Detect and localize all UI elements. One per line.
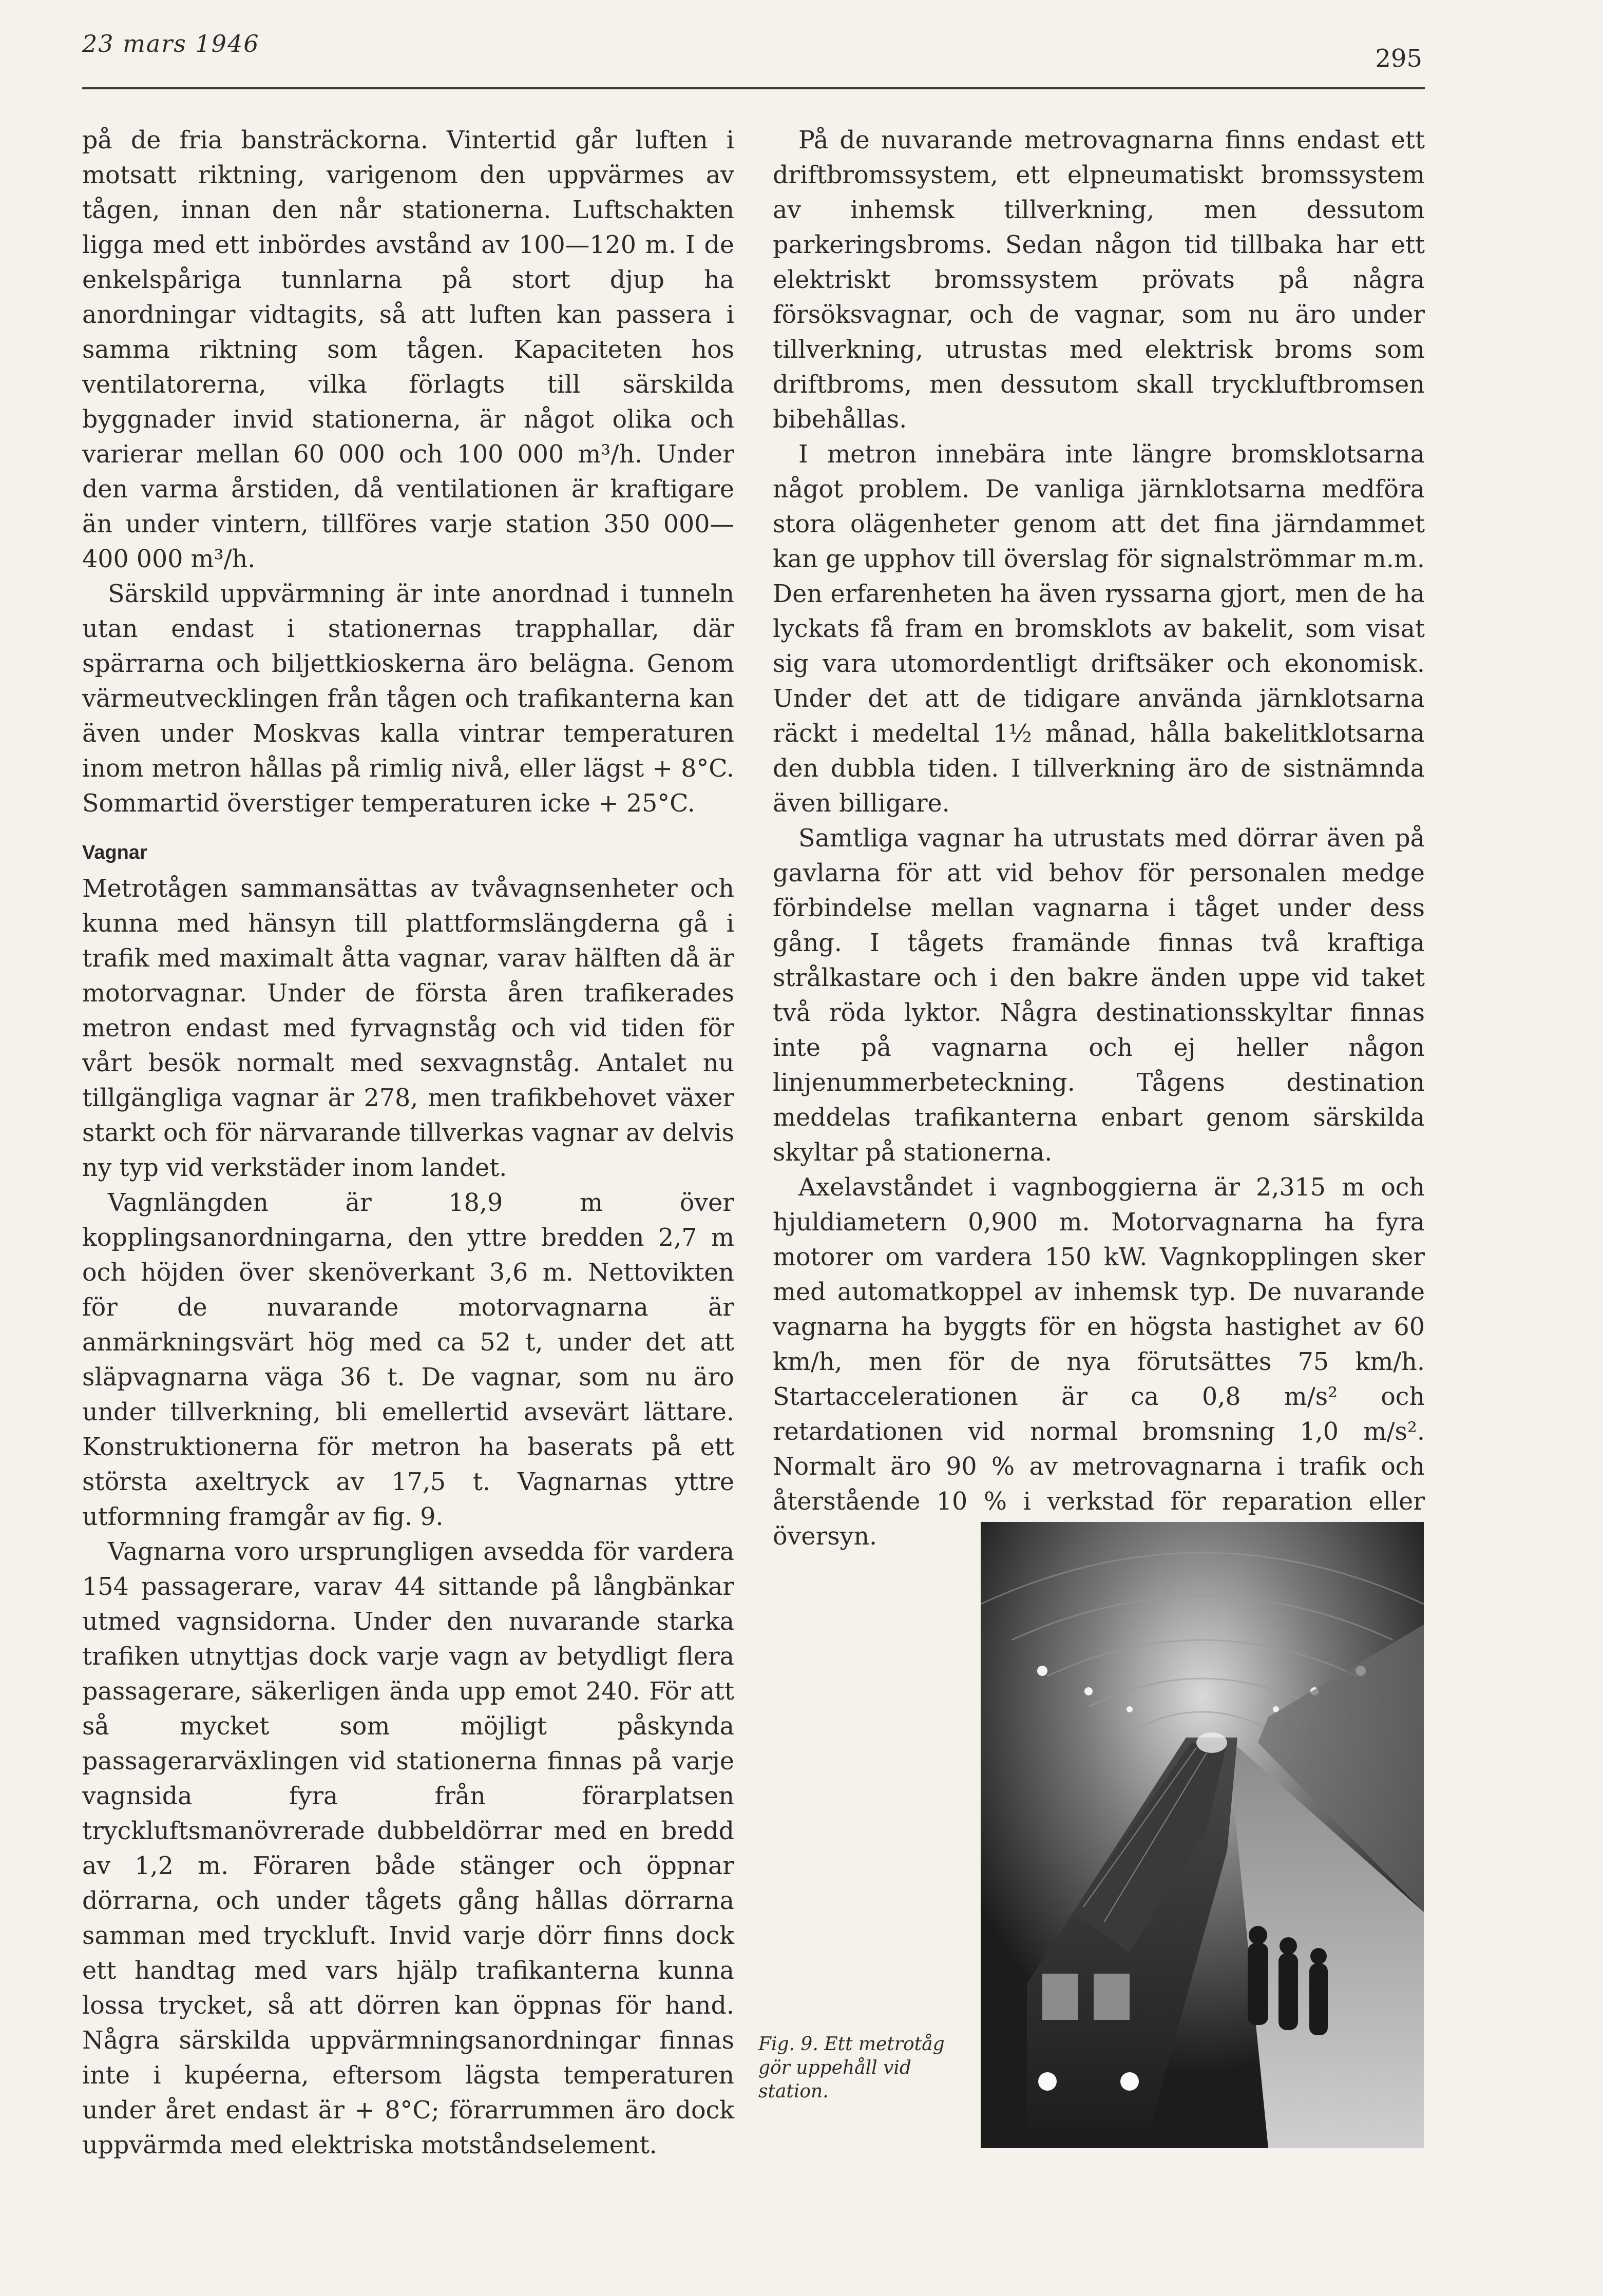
train-window-right: [1094, 1974, 1130, 2020]
right-paragraph-2: I metron innebära inte längre bromsklotsarna något problem. De vanliga järnklotsarna medföra stora olägenheter genom att det fina järndammet kan ge upphov till överslag för signalströmmar m.m. Den erfarenheten ha även ryssarna gjort, men de ha lyckats få fram en bromsklots av bakelit, som visat sig vara utomordentligt driftsäker och ekonomisk. Under det att de tidigare använda järnklotsarna räckt i medeltal 1½ månad, hålla bakelitklotsarna den dubbla tiden. I tillverkning äro de sistnämnda även billigare.: [773, 440, 1425, 818]
left-column: [82, 123, 734, 2163]
page-number: 295: [1375, 44, 1422, 73]
figure-caption: Fig. 9. Ett metrotåg gör uppehåll vid station.: [758, 2034, 945, 2102]
metro-train-illustration: [981, 1522, 1424, 2148]
headlight-right: [1120, 2072, 1139, 2091]
train-window-left: [1042, 1974, 1078, 2020]
left-paragraph-2: Särskild uppvärmning är inte anordnad i tunneln utan endast i stationernas trapphallar, där spärrarna och biljettkioskerna äro belägna. Genom värmeutvecklingen från tågen och trafikanterna kan även under Moskvas kalla vintrar temperaturen inom metron hållas på rimlig nivå, eller lägst + 8°C. Sommartid överstiger temperaturen icke + 25°C.: [82, 580, 734, 818]
right-paragraph-4: Axelavståndet i vagnboggierna är 2,315 m och hjuldiametern 0,900 m. Motorvagnarna ha fyra motorer om vardera 150 kW. Vagnkopplingen sker med automatkoppel av inhemsk typ. De nuvarande vagnarna ha byggts för en högsta hastighet av 60 km/h, men för de nya förutsättes 75 km/h. Startaccelerationen är ca 0,8 m/s² och retardationen vid normal bromsning 1,0 m/s². Normalt äro 90 % av metrovagnarna i trafik och återstående 10 % i verkstad för reparation eller översyn.: [773, 1173, 1425, 1551]
left-paragraph-4: Vagnlängden är 18,9 m över kopplingsanordningarna, den yttre bredden 2,7 m och höjden över skenöverkant 3,6 m. Nettovikten för de nuvarande motorvagnarna är anmärkningsvärt hög med ca 52 t, under det att släpvagnarna väga 36 t. De vagnar, som nu äro under tillverkning, bli emellertid avsevärt lättare. Konstruktionerna för metron ha baserats på ett största axeltryck av 17,5 t. Vagnarnas yttre utformning framgår av fig. 9.: [82, 1189, 734, 1531]
figure-metro-train-photo: [981, 1522, 1424, 2148]
tunnel-end: [1196, 1732, 1227, 1753]
right-column: [773, 123, 1425, 1554]
header-date: 23 mars 1946: [82, 30, 260, 57]
right-paragraph-3: Samtliga vagnar ha utrustats med dörrar även på gavlarna för att vid behov för personalen medge förbindelse mellan vagnarna i tåget under dess gång. I tågets framände finnas två kraftiga strålkastare och i den bakre änden uppe vid taket två röda lyktor. Några destinationsskyltar finnas inte på vagnarna och ej heller någon linjenummerbeteckning. Tågens destination meddelas trafikanterna enbart genom särskilda skyltar på stationerna.: [773, 824, 1425, 1167]
headlight-left: [1038, 2072, 1057, 2091]
section-heading-vagnar: Vagnar: [82, 842, 147, 863]
header-rule: [82, 87, 1425, 89]
left-paragraph-3: Metrotågen sammansättas av tvåvagnsenheter och kunna med hänsyn till plattformslängderna gå i trafik med maximalt åtta vagnar, varav hälften då är motorvagnar. Under de första åren trafikerades metron endast med fyrvagnståg och vid tiden för vårt besök normalt med sexvagnståg. Antalet nu tillgängliga vagnar är 278, men trafikbehovet växer starkt och för närvarande tillverkas vagnar av delvis ny typ vid verkstäder inom landet.: [82, 875, 734, 1182]
left-paragraph-1: på de fria bansträckorna. Vintertid går luften i motsatt riktning, varigenom den uppvärmes av tågen, innan den når stationerna. Luftschakten ligga med ett inbördes avstånd av 100—120 m. I de enkelspåriga tunnlarna på stort djup ha anordningar vidtagits, så att luften kan passera i samma riktning som tågen. Kapaciteten hos ventilatorerna, vilka förlagts till särskilda byggnader invid stationerna, är något olika och varierar mellan 60 000 och 100 000 m³/h. Under den varma årstiden, då ventilationen är kraftigare än under vintern, tillföres varje station 350 000—400 000 m³/h.: [82, 126, 734, 573]
left-paragraph-5: Vagnarna voro ursprungligen avsedda för vardera 154 passagerare, varav 44 sittande på långbänkar utmed vagnsidorna. Under den nuvarande starka trafiken utnyttjas dock varje vagn av betydligt flera passagerare, säkerligen ända upp emot 240. För att så mycket som möjligt påskynda passagerarväxlingen vid stationerna finnas på varje vagnsida fyra från förarplatsen tryckluftsmanövrerade dubbeldörrar med en bredd av 1,2 m. Föraren både stänger och öppnar dörrarna, och under tågets gång hållas dörrarna samman med tryckluft. Invid varje dörr finns dock ett handtag med vars hjälp trafikanterna kunna lossa trycket, så att dörren kan öppnas för hand. Några särskilda uppvärmningsanordningar finnas inte i kupéerna, eftersom lägsta temperaturen under året endast är + 8°C; förarrummen äro dock uppvärmda med elektriska motståndselement.: [82, 1538, 734, 2159]
right-paragraph-1: På de nuvarande metrovagnarna finns endast ett driftbromssystem, ett elpneumatiskt bromssystem av inhemsk tillverkning, men dessutom parkeringsbroms. Sedan någon tid tillbaka har ett elektriskt bromssystem prövats på några försöksvagnar, och de vagnar, som nu äro under tillverkning, utrustas med elektrisk broms som driftbroms, men dessutom skall tryckluftbromsen bibehållas.: [773, 126, 1425, 434]
